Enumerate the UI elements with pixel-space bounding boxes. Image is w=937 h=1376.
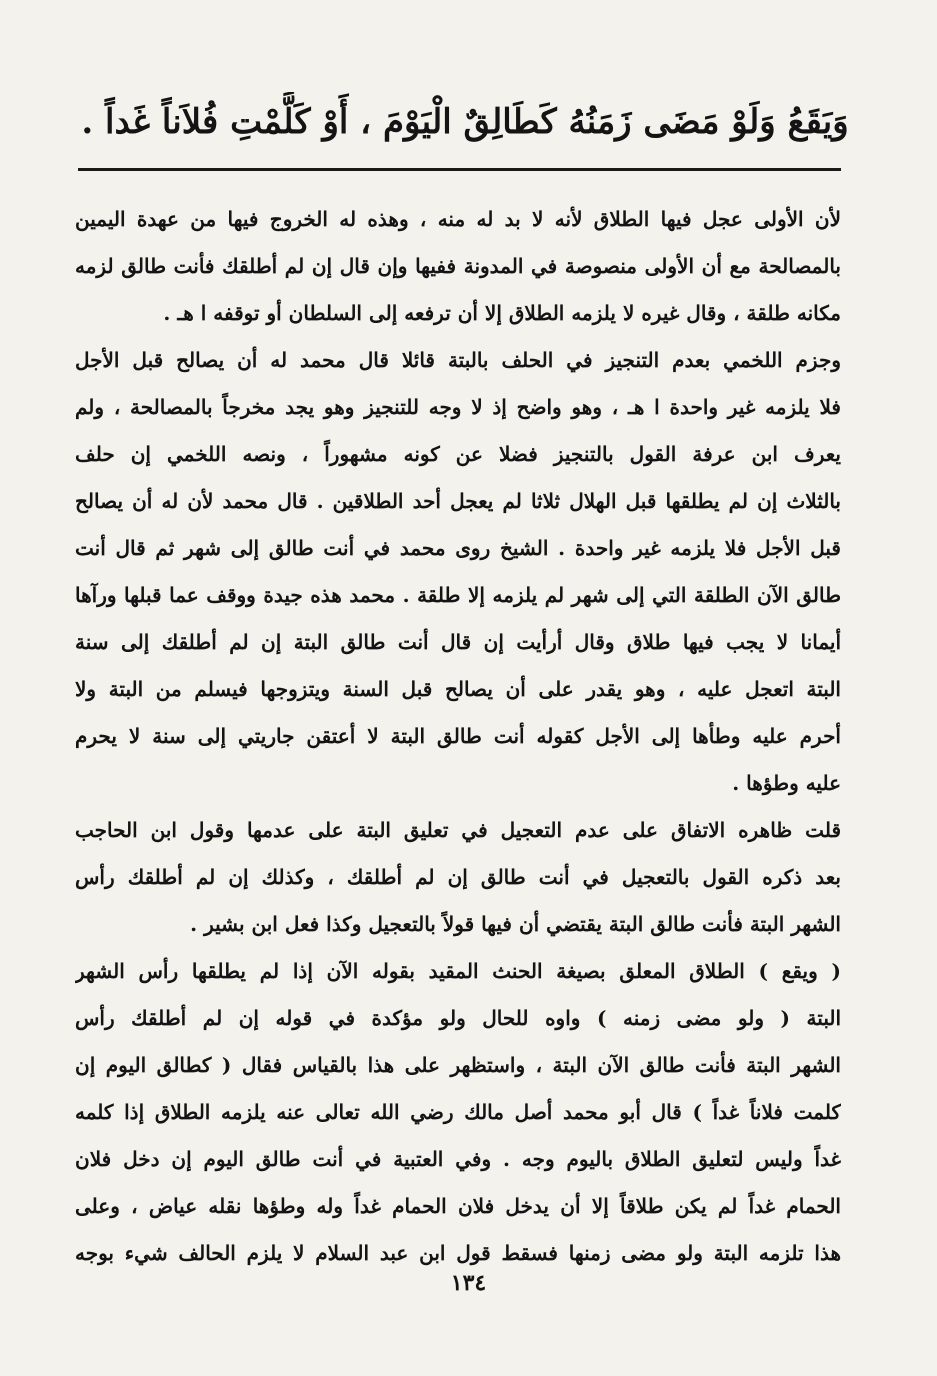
text-line: ( ويقع ) الطلاق المعلق بصيغة الحنث المقيد بقوله الآن إذا لم يطلقها رأس الشهر bbox=[75, 959, 841, 983]
text-line: طالق الآن الطلقة التي إلى شهر لم يلزمه إلا طلقة . محمد هذه جيدة ووقف عما قبلها ورآها bbox=[75, 583, 841, 607]
text-line: عليه وطؤها . bbox=[732, 771, 841, 795]
text-line: قلت ظاهره الاتفاق على عدم التعجيل في تعليق البتة على عدمها وقول ابن الحاجب bbox=[75, 818, 841, 842]
header-verse: وَيَقَعُ وَلَوْ مَضَى زَمَنُهُ كَطَالِقٌ الْيَوْمَ ، أَوْ كَلَّمْتِ فُلاَناً غَداً . bbox=[81, 102, 849, 142]
page-number: ١٣٤ bbox=[450, 1270, 487, 1296]
text-line: فلا يلزمه غير واحدة ا هـ ، وهو واضح إذ لا وجه للتنجيز وهو يجد مخرجاً بالمصالحة ، ولم bbox=[75, 395, 841, 419]
text-line: البتة اتعجل عليه ، وهو يقدر على أن يصالح قبل السنة ويتزوجها فيسلم من البتة ولا bbox=[75, 677, 841, 701]
header-divider bbox=[78, 168, 841, 171]
text-line: الشهر البتة فأنت طالق البتة يقتضي أن فيها قولاً بالتعجيل وكذا فعل ابن بشير . bbox=[190, 912, 841, 936]
text-line: بالثلاث إن لم يطلقها قبل الهلال ثلاثا لم يعجل أحد الطلاقين . قال محمد لأن له أن يصالح bbox=[75, 489, 841, 513]
text-line: بالمصالحة مع أن الأولى منصوصة في المدونة ففيها وإن قال إن لم أطلقك فأنت طالق لزمه bbox=[75, 254, 841, 278]
text-line: كلمت فلاناً غداً ) قال أبو محمد أصل مالك رضي الله تعالى عنه يلزمه الطلاق إذا كلمه bbox=[75, 1100, 841, 1124]
text-line: وجزم اللخمي بعدم التنجيز في الحلف بالبتة قائلا قال محمد له أن يصالح قبل الأجل bbox=[75, 348, 841, 372]
body-text bbox=[75, 196, 841, 1277]
text-line: أحرم عليه وطأها إلى الأجل كقوله أنت طالق البتة لا أعتقن جاريتي إلى سنة لا يحرم bbox=[75, 724, 841, 748]
text-line: لأن الأولى عجل فيها الطلاق لأنه لا بد له منه ، وهذه له الخروج فيها من عهدة اليمين bbox=[75, 207, 841, 231]
text-line: أيمانا لا يجب فيها طلاق وقال أرأيت إن قال أنت طالق البتة إن لم أطلقك إلى سنة bbox=[75, 630, 841, 654]
text-line: هذا تلزمه البتة ولو مضى زمنها فسقط قول ابن عبد السلام لا يلزم الحالف شيء بوجه bbox=[75, 1241, 841, 1265]
text-line: البتة ( ولو مضى زمنه ) واوه للحال ولو مؤكدة في قوله إن لم أطلقك رأس bbox=[75, 1006, 841, 1030]
text-line: الحمام غداً لم يكن طلاقاً إلا أن يدخل فلان الحمام غداً وله وطؤها نقله عياض ، وعلى bbox=[75, 1194, 841, 1218]
text-line: الشهر البتة فأنت طالق الآن البتة ، واستظهر على هذا بالقياس فقال ( كطالق اليوم إن bbox=[75, 1053, 841, 1077]
text-line: بعد ذكره القول بالتعجيل في أنت طالق إن لم أطلقك ، وكذلك إن لم أطلقك رأس bbox=[75, 865, 841, 889]
text-line: مكانه طلقة ، وقال غيره لا يلزمه الطلاق إلا أن ترفعه إلى السلطان أو توقفه ا هـ . bbox=[163, 301, 841, 325]
text-line: قبل الأجل فلا يلزمه غير واحدة . الشيخ روى محمد في أنت طالق إلى شهر ثم قال أنت bbox=[75, 536, 841, 560]
text-line: غداً وليس لتعليق الطلاق باليوم وجه . وفي العتبية في أنت طالق اليوم إن دخل فلان bbox=[75, 1147, 841, 1171]
text-line: يعرف ابن عرفة القول بالتنجيز فضلا عن كونه مشهوراً ، ونصه اللخمي إن حلف bbox=[75, 442, 841, 466]
